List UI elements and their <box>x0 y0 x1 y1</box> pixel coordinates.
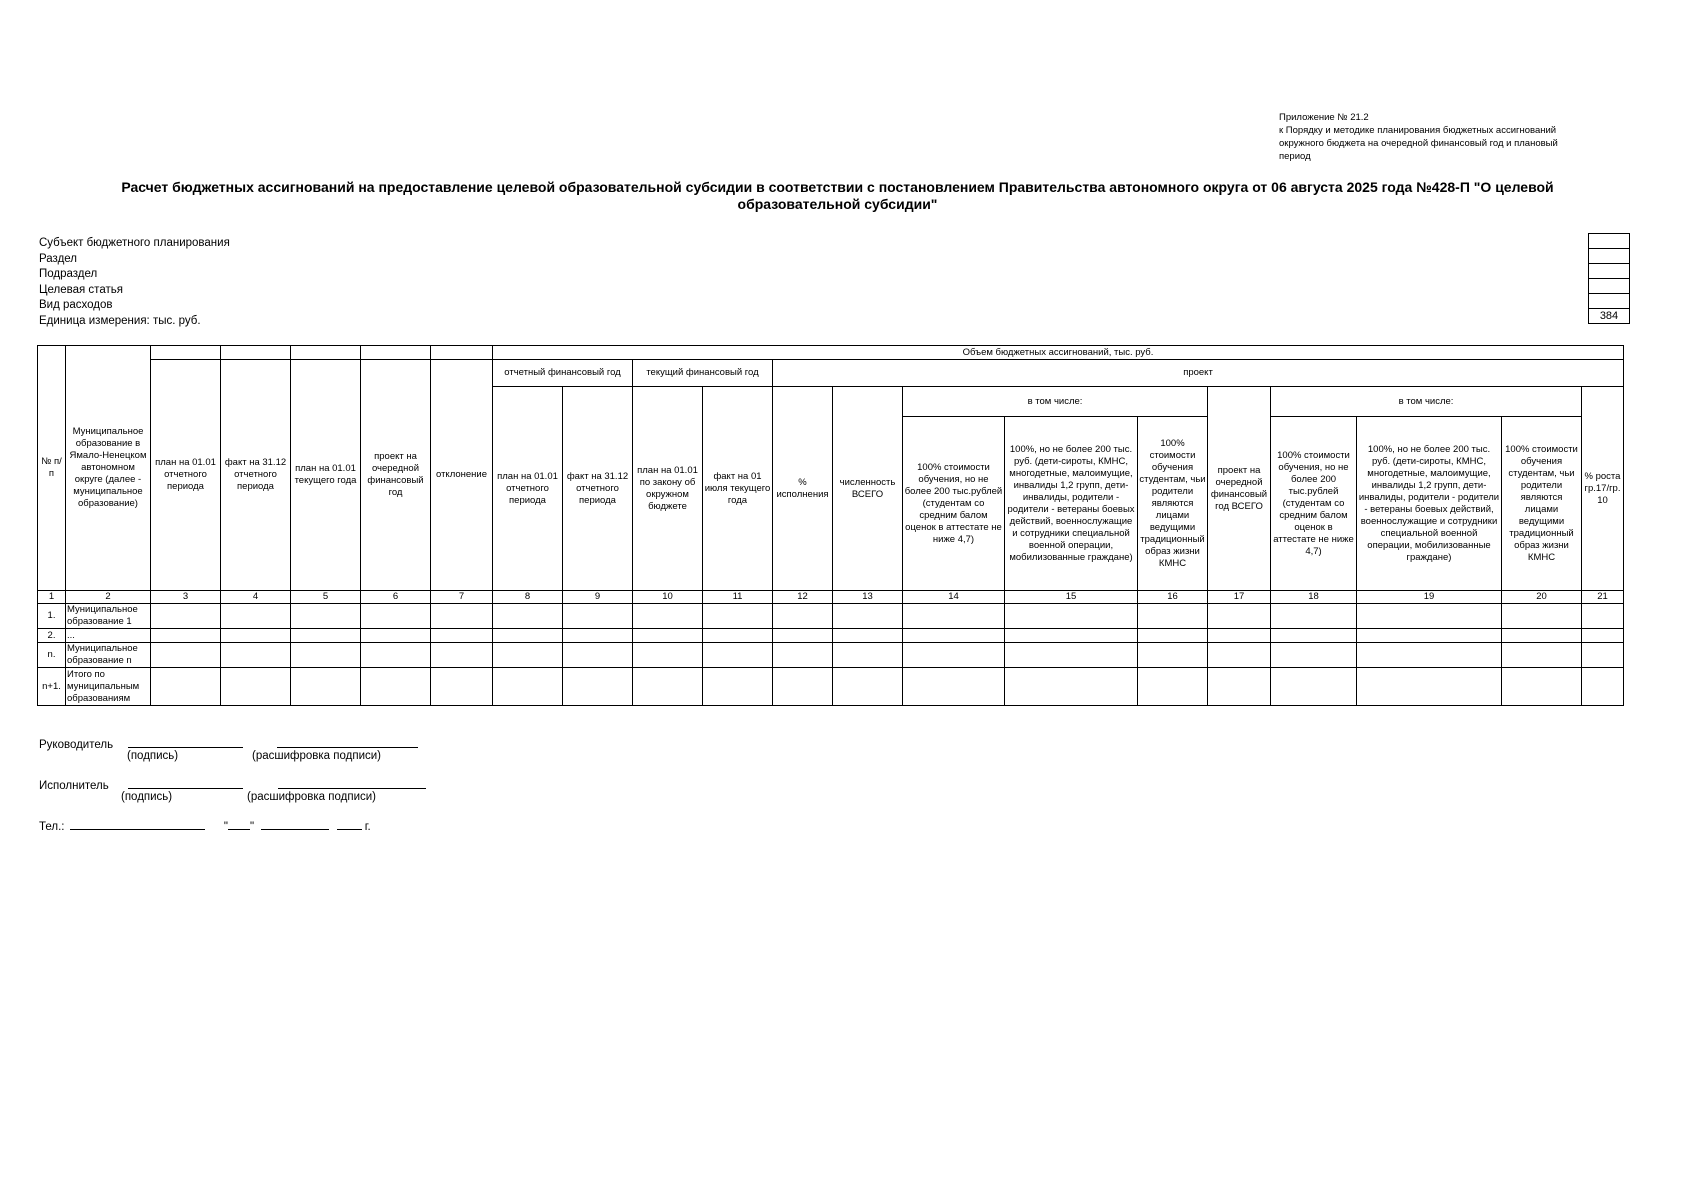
table-row <box>38 643 1624 668</box>
data-cell[interactable] <box>291 643 361 668</box>
meta-subsection: Подраздел <box>39 268 98 280</box>
row-name: ... <box>66 629 151 643</box>
data-cell[interactable] <box>1208 668 1271 706</box>
meta-expense-type: Вид расходов <box>39 299 113 311</box>
col-number: 21 <box>1582 591 1624 604</box>
data-cell[interactable] <box>1208 604 1271 629</box>
data-cell[interactable] <box>1357 629 1502 643</box>
data-cell[interactable] <box>493 668 563 706</box>
header-c13: численность ВСЕГО <box>833 387 903 591</box>
data-cell[interactable] <box>703 643 773 668</box>
header-c20: 100% стоимости обучения студентам, чьи родители являются лицами ведущими традиционный образ жизни КМНС <box>1502 417 1582 591</box>
meta-unit: Единица измерения: тыс. руб. <box>39 314 201 327</box>
header-c9: факт на 31.12 отчетного периода <box>563 387 633 591</box>
col-number: 8 <box>493 591 563 604</box>
data-cell[interactable] <box>1357 604 1502 629</box>
row-num: n. <box>38 643 66 668</box>
header-c21: % роста гр.17/гр. 10 <box>1582 387 1624 591</box>
data-cell[interactable] <box>1208 643 1271 668</box>
table-row <box>38 629 1624 643</box>
appendix-line: Приложение № 21.2 <box>1279 112 1369 123</box>
data-cell[interactable] <box>431 604 493 629</box>
col-number: 1 <box>38 591 66 604</box>
header-c15: 100%, но не более 200 тыс. руб. (дети-сироты, КМНС, многодетные, малоимущие, инвалиды 1,2 групп, дети-инвалиды, родители - родители - ветераны боевых действий, военнослужащие и сотрудники специальной военной операции, мобилизованные граждане) <box>1005 417 1138 591</box>
data-cell[interactable] <box>1138 668 1208 706</box>
header-c10: план на 01.01 по закону об окружном бюджете <box>633 387 703 591</box>
col-number: 9 <box>563 591 633 604</box>
data-cell[interactable] <box>563 629 633 643</box>
data-cell[interactable] <box>903 629 1005 643</box>
data-cell[interactable] <box>633 643 703 668</box>
header-c4: факт на 31.12 отчетного периода <box>221 360 291 591</box>
data-cell[interactable] <box>493 643 563 668</box>
header-c5: план на 01.01 текущего года <box>291 360 361 591</box>
header-c11: факт на 01 июля текущего года <box>703 387 773 591</box>
data-cell[interactable] <box>361 604 431 629</box>
data-cell[interactable] <box>633 604 703 629</box>
data-cell[interactable] <box>1005 643 1138 668</box>
data-cell[interactable] <box>151 629 221 643</box>
data-cell[interactable] <box>361 668 431 706</box>
data-cell[interactable] <box>151 668 221 706</box>
data-cell[interactable] <box>1502 629 1582 643</box>
data-cell[interactable] <box>151 643 221 668</box>
date-year-line[interactable] <box>337 818 362 830</box>
data-cell[interactable] <box>1138 643 1208 668</box>
data-cell[interactable] <box>703 629 773 643</box>
data-cell[interactable] <box>493 629 563 643</box>
head-decode-caption: (расшифровка подписи) <box>252 750 381 762</box>
data-cell[interactable] <box>773 604 833 629</box>
data-cell[interactable] <box>1271 629 1357 643</box>
head-label: Руководитель <box>39 739 114 751</box>
header-c7: отклонение <box>431 360 493 591</box>
row-name: Муниципальное образование 1 <box>66 604 151 629</box>
data-cell[interactable] <box>291 629 361 643</box>
head-signature <box>39 736 418 751</box>
header-mo: Муниципальное образование в Ямало-Ненецком автономном округе (далее - муниципальное образование) <box>66 346 151 591</box>
head-decode-line[interactable] <box>277 736 418 748</box>
phone-date-row <box>39 818 371 833</box>
header-including-b: в том числе: <box>1271 387 1582 417</box>
header-c6: проект на очередной финансовый год <box>361 360 431 591</box>
col-number: 7 <box>431 591 493 604</box>
data-cell[interactable] <box>431 629 493 643</box>
head-sign-line[interactable] <box>128 736 243 748</box>
code-cell-unit[interactable]: 384 <box>1589 309 1630 324</box>
data-cell[interactable] <box>1005 629 1138 643</box>
code-cell[interactable] <box>1589 279 1630 294</box>
date-month-line[interactable] <box>261 818 329 830</box>
meta-section: Раздел <box>39 252 78 265</box>
col-number: 2 <box>66 591 151 604</box>
data-cell[interactable] <box>1005 604 1138 629</box>
data-cell[interactable] <box>1208 629 1271 643</box>
row-name: Итого по муниципальным образованиям <box>66 668 151 706</box>
data-cell[interactable] <box>903 668 1005 706</box>
col-number: 14 <box>903 591 1005 604</box>
meta-target: Целевая статья <box>39 283 123 296</box>
date-quote-close: " <box>250 821 255 833</box>
data-cell[interactable] <box>361 643 431 668</box>
data-cell[interactable] <box>833 629 903 643</box>
data-cell[interactable] <box>563 604 633 629</box>
data-cell[interactable] <box>1502 668 1582 706</box>
data-cell[interactable] <box>1582 643 1624 668</box>
header-cell <box>221 346 291 360</box>
code-cell[interactable] <box>1589 234 1630 249</box>
row-name: Муниципальное образование n <box>66 643 151 668</box>
date-day-line[interactable] <box>228 818 250 830</box>
header-c18: 100% стоимости обучения, но не более 200 тыс.рублей (студентам со средним балом оценок в аттестате не ниже 4,7) <box>1271 417 1357 591</box>
header-cell <box>431 346 493 360</box>
executor-decode-caption: (расшифровка подписи) <box>247 791 376 803</box>
data-cell[interactable] <box>903 604 1005 629</box>
col-number: 11 <box>703 591 773 604</box>
data-cell[interactable] <box>1271 643 1357 668</box>
data-cell[interactable] <box>431 668 493 706</box>
data-cell[interactable] <box>773 629 833 643</box>
data-cell[interactable] <box>1138 604 1208 629</box>
header-c19: 100%, но не более 200 тыс. руб. (дети-сироты, КМНС, многодетные, малоимущие, инвалиды 1,2 групп, дети-инвалиды, родители - родители - ветераны боевых действий, военнослужащие и сотрудники специальной военной операции, мобилизованные граждане) <box>1357 417 1502 591</box>
phone-label: Тел.: <box>39 821 65 833</box>
data-cell[interactable] <box>773 668 833 706</box>
code-cell[interactable] <box>1589 264 1630 279</box>
data-cell[interactable] <box>1582 668 1624 706</box>
head-sign-caption: (подпись) <box>127 750 179 762</box>
header-report-year: отчетный финансовый год <box>493 360 633 387</box>
row-num: 2. <box>38 629 66 643</box>
data-cell[interactable] <box>151 604 221 629</box>
header-volume: Объем бюджетных ассигнований, тыс. руб. <box>493 346 1624 360</box>
col-number: 4 <box>221 591 291 604</box>
header-cell <box>291 346 361 360</box>
header-project: проект <box>773 360 1624 387</box>
data-cell[interactable] <box>1502 643 1582 668</box>
executor-decode-line[interactable] <box>278 777 426 789</box>
col-number: 20 <box>1502 591 1582 604</box>
data-cell[interactable] <box>903 643 1005 668</box>
data-cell[interactable] <box>703 668 773 706</box>
document-title: Расчет бюджетных ассигнований на предоставление целевой образовательной субсидии в соответствии с постановлением Правительства автономного округа от 06 августа 2025 года №428-П "О целевой образовательной субсидии" <box>121 179 1554 212</box>
col-number: 13 <box>833 591 903 604</box>
header-cell <box>361 346 431 360</box>
col-number: 17 <box>1208 591 1271 604</box>
data-cell[interactable] <box>1582 604 1624 629</box>
col-number: 10 <box>633 591 703 604</box>
executor-label: Исполнитель <box>39 780 109 792</box>
executor-sign-line[interactable] <box>128 777 243 789</box>
header-c3: план на 01.01 отчетного периода <box>151 360 221 591</box>
header-cell <box>151 346 221 360</box>
header-including-a: в том числе: <box>903 387 1208 417</box>
header-num: № п/п <box>38 346 66 591</box>
appendix-line: окружного бюджета на очередной финансовый год и плановый <box>1279 138 1558 149</box>
data-cell[interactable] <box>703 604 773 629</box>
data-cell[interactable] <box>833 643 903 668</box>
data-cell[interactable] <box>773 643 833 668</box>
col-number: 12 <box>773 591 833 604</box>
data-cell[interactable] <box>291 668 361 706</box>
table-row-total <box>38 668 1624 706</box>
appendix-line: период <box>1279 151 1311 162</box>
header-current-year: текущий финансовый год <box>633 360 773 387</box>
data-cell[interactable] <box>221 629 291 643</box>
data-cell[interactable] <box>833 604 903 629</box>
data-cell[interactable] <box>1271 668 1357 706</box>
col-number: 5 <box>291 591 361 604</box>
row-num: 1. <box>38 604 66 629</box>
column-number-row <box>38 591 1624 604</box>
executor-signature <box>39 777 426 792</box>
col-number: 3 <box>151 591 221 604</box>
codes-table <box>1588 233 1630 324</box>
phone-line[interactable] <box>70 818 205 830</box>
appendix-note <box>1279 111 1579 163</box>
year-suffix: г. <box>364 821 371 833</box>
data-cell[interactable] <box>1502 604 1582 629</box>
data-cell[interactable] <box>1005 668 1138 706</box>
appendix-line: к Порядку и методике планирования бюджетных ассигнований <box>1279 125 1557 136</box>
data-cell[interactable] <box>221 668 291 706</box>
header-c16: 100% стоимости обучения студентам, чьи родители являются лицами ведущими традиционный образ жизни КМНС <box>1138 417 1208 591</box>
data-cell[interactable] <box>1271 604 1357 629</box>
budget-table <box>37 345 1624 706</box>
meta-block <box>39 236 230 329</box>
code-cell[interactable] <box>1589 294 1630 309</box>
header-c8: план на 01.01 отчетного периода <box>493 387 563 591</box>
data-cell[interactable] <box>493 604 563 629</box>
data-cell[interactable] <box>563 668 633 706</box>
col-number: 19 <box>1357 591 1502 604</box>
data-cell[interactable] <box>291 604 361 629</box>
row-num: n+1. <box>38 668 66 706</box>
data-cell[interactable] <box>563 643 633 668</box>
data-cell[interactable] <box>633 668 703 706</box>
code-cell[interactable] <box>1589 249 1630 264</box>
data-cell[interactable] <box>833 668 903 706</box>
col-number: 6 <box>361 591 431 604</box>
data-cell[interactable] <box>1138 629 1208 643</box>
header-c12: % исполнения <box>773 387 833 591</box>
col-number: 18 <box>1271 591 1357 604</box>
meta-subject: Субъект бюджетного планирования <box>39 237 230 249</box>
header-c14: 100% стоимости обучения, но не более 200 тыс.рублей (студентам со средним балом оценок в аттестате не ниже 4,7) <box>903 417 1005 591</box>
data-cell[interactable] <box>1582 629 1624 643</box>
col-number: 16 <box>1138 591 1208 604</box>
data-cell[interactable] <box>221 604 291 629</box>
data-cell[interactable] <box>361 629 431 643</box>
data-cell[interactable] <box>221 643 291 668</box>
data-cell[interactable] <box>633 629 703 643</box>
data-cell[interactable] <box>1357 643 1502 668</box>
data-cell[interactable] <box>431 643 493 668</box>
executor-sign-caption: (подпись) <box>121 791 173 803</box>
date-quote-open: " <box>223 821 228 833</box>
col-number: 15 <box>1005 591 1138 604</box>
table-row <box>38 604 1624 629</box>
data-cell[interactable] <box>1357 668 1502 706</box>
header-c17: проект на очередной финансовый год ВСЕГО <box>1208 387 1271 591</box>
